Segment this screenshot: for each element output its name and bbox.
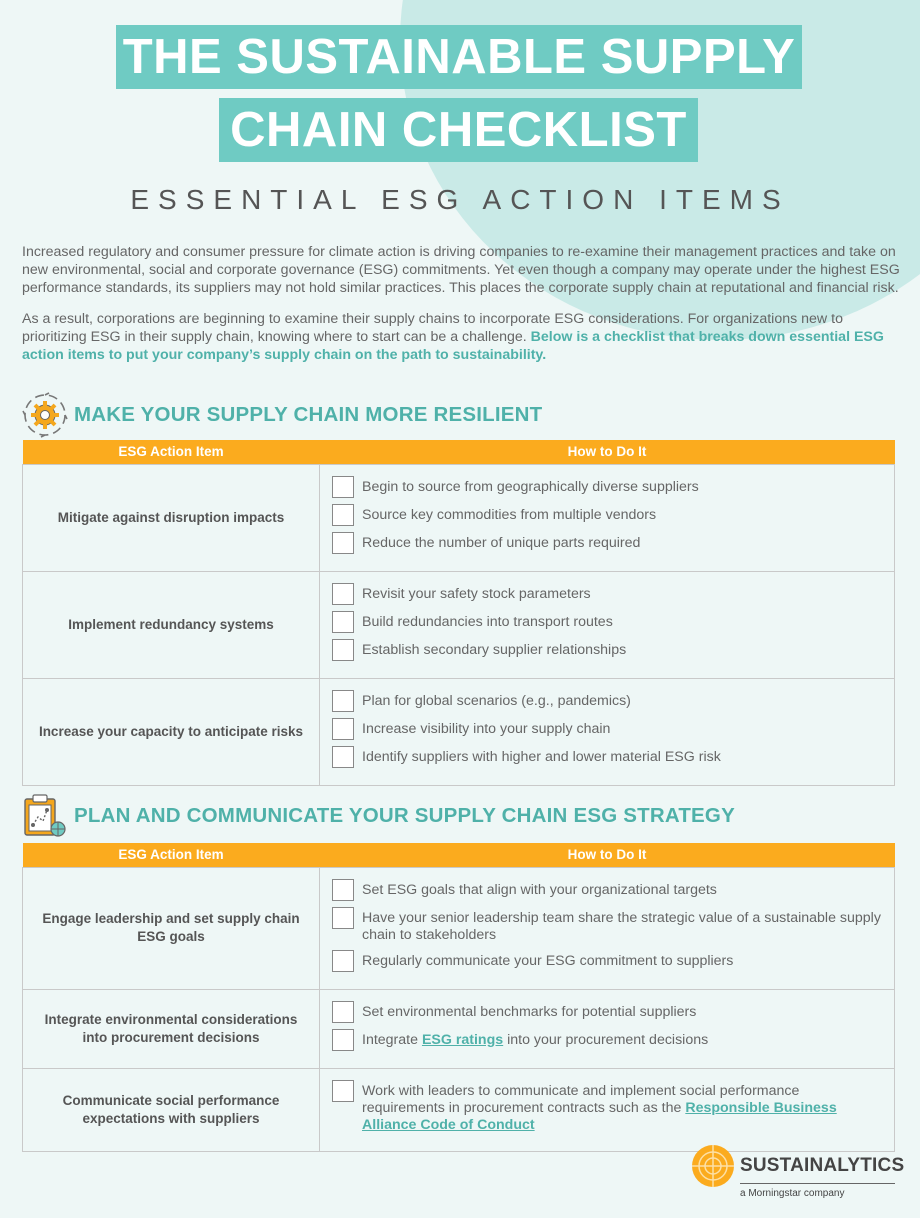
strategy-clipboard-icon — [22, 793, 68, 839]
action-item: Mitigate against disruption impacts — [23, 464, 320, 571]
checklist-item — [332, 910, 882, 944]
checklist-item — [332, 479, 882, 498]
title-line-1: THE SUSTAINABLE SUPPLY — [116, 25, 802, 89]
logo-name: SUSTAINALYTICS — [740, 1155, 905, 1176]
subtitle: ESSENTIAL ESG ACTION ITEMS — [130, 184, 790, 215]
checklist-item — [332, 1083, 882, 1134]
checklist-item — [332, 1004, 882, 1023]
checkbox[interactable] — [332, 611, 354, 633]
checkbox[interactable] — [332, 746, 354, 768]
checklist-item-text: Work with leaders to communicate and implement social performance requirements in procurement contracts such as the — [362, 1082, 800, 1116]
table-row — [23, 464, 895, 571]
checkbox[interactable] — [332, 1001, 354, 1023]
checklist-item-label — [362, 1032, 708, 1049]
title-line-2: CHAIN CHECKLIST — [219, 98, 698, 162]
checkbox[interactable] — [332, 718, 354, 740]
checklist-item-label: Plan for global scenarios (e.g., pandemics) — [362, 692, 631, 709]
table-row — [23, 989, 895, 1068]
section-resilient-header — [22, 392, 542, 438]
checkbox[interactable] — [332, 1029, 354, 1051]
checklist-item — [332, 693, 882, 712]
logo-divider — [740, 1183, 895, 1184]
resilient-checklist-table — [22, 440, 895, 786]
checklist-item-label: Source key commodities from multiple vendors — [362, 506, 657, 523]
table-row — [23, 678, 895, 785]
column-header-how: How to Do It — [320, 843, 895, 867]
checkbox[interactable] — [332, 950, 354, 972]
table-row — [23, 867, 895, 989]
intro-paragraph-1: Increased regulatory and consumer pressure for climate action is driving companies to re-examine their management practices and take on new environmental, social and corporate governance (ESG) commitments. Yet even though a company may operate under the highest ESG performance standards, its suppliers may not hold similar practices. This places the corporate supply chain at reputational and financial risk. — [22, 244, 900, 296]
section-strategy-header — [22, 793, 735, 839]
checklist-item — [332, 721, 882, 740]
table-row — [23, 571, 895, 678]
checkbox[interactable] — [332, 690, 354, 712]
action-item: Communicate social performance expectations with suppliers — [23, 1068, 320, 1151]
checklist-item — [332, 586, 882, 605]
checklist-item-label: Establish secondary supplier relationships — [362, 641, 627, 658]
strategy-checklist-table — [22, 843, 895, 1152]
checkbox[interactable] — [332, 1080, 354, 1102]
checklist-item-label: Identify suppliers with higher and lower material ESG risk — [362, 748, 721, 765]
checklist-item — [332, 614, 882, 633]
checkbox[interactable] — [332, 639, 354, 661]
checkbox[interactable] — [332, 907, 354, 929]
checklist-item — [332, 535, 882, 554]
column-header-how: How to Do It — [320, 440, 895, 464]
checkbox[interactable] — [332, 879, 354, 901]
checklist-item-label: Have your senior leadership team share the strategic value of a sustainable supply chain to stakeholders — [362, 909, 881, 943]
gear-cycle-icon — [22, 392, 68, 438]
checkbox[interactable] — [332, 583, 354, 605]
section-resilient-title: MAKE YOUR SUPPLY CHAIN MORE RESILIENT — [74, 403, 543, 426]
intro-paragraph-2 — [22, 310, 902, 364]
action-item: Increase your capacity to anticipate risks — [23, 678, 320, 785]
checkbox[interactable] — [332, 476, 354, 498]
checklist-item-label: Set ESG goals that align with your organizational targets — [362, 881, 717, 898]
checklist-item-label: Regularly communicate your ESG commitment to suppliers — [362, 952, 734, 969]
column-header-action: ESG Action Item — [23, 440, 320, 464]
checklist-item-label: Increase visibility into your supply chain — [362, 720, 611, 737]
checklist-item — [332, 749, 882, 768]
checklist-item — [332, 507, 882, 526]
rba-code-link[interactable]: Responsible Business Alliance Code of Conduct — [362, 1099, 837, 1133]
checklist-item-text: into your procurement decisions — [503, 1031, 709, 1048]
logo-tagline: a Morningstar company — [740, 1188, 845, 1199]
checklist-item-label: Begin to source from geographically diverse suppliers — [362, 478, 699, 495]
sustainalytics-mark-icon — [690, 1143, 736, 1189]
checklist-item — [332, 1032, 882, 1051]
checklist-item — [332, 642, 882, 661]
checklist-item-label: Reduce the number of unique parts required — [362, 534, 641, 551]
table-row — [23, 1068, 895, 1151]
checklist-item-text: Integrate — [362, 1031, 422, 1048]
checklist-item — [332, 882, 882, 901]
action-item: Integrate environmental considerations into procurement decisions — [23, 989, 320, 1068]
action-item: Implement redundancy systems — [23, 571, 320, 678]
checklist-item-label: Set environmental benchmarks for potential suppliers — [362, 1003, 697, 1020]
checkbox[interactable] — [332, 532, 354, 554]
action-item: Engage leadership and set supply chain ESG goals — [23, 867, 320, 989]
sustainalytics-logo — [690, 1143, 905, 1203]
checklist-item-label — [362, 1083, 882, 1134]
checkbox[interactable] — [332, 504, 354, 526]
checklist-item-label: Build redundancies into transport routes — [362, 613, 613, 630]
intro-highlight: Below is a checklist that breaks down essential ESG action items to put your company’s supply chain on the path to sustainability. — [22, 329, 884, 363]
checklist-item-label: Revisit your safety stock parameters — [362, 585, 591, 602]
intro-paragraph-2-text: As a result, corporations are beginning to examine their supply chains to incorporate ESG considerations. For organizations new to prioritizing ESG in their supply chain, knowing where to start can be a challenge. — [22, 311, 843, 345]
section-strategy-title: PLAN AND COMMUNICATE YOUR SUPPLY CHAIN ESG STRATEGY — [74, 804, 735, 827]
esg-ratings-link[interactable]: ESG ratings — [421, 1031, 504, 1048]
column-header-action: ESG Action Item — [23, 843, 320, 867]
checklist-item — [332, 953, 882, 972]
